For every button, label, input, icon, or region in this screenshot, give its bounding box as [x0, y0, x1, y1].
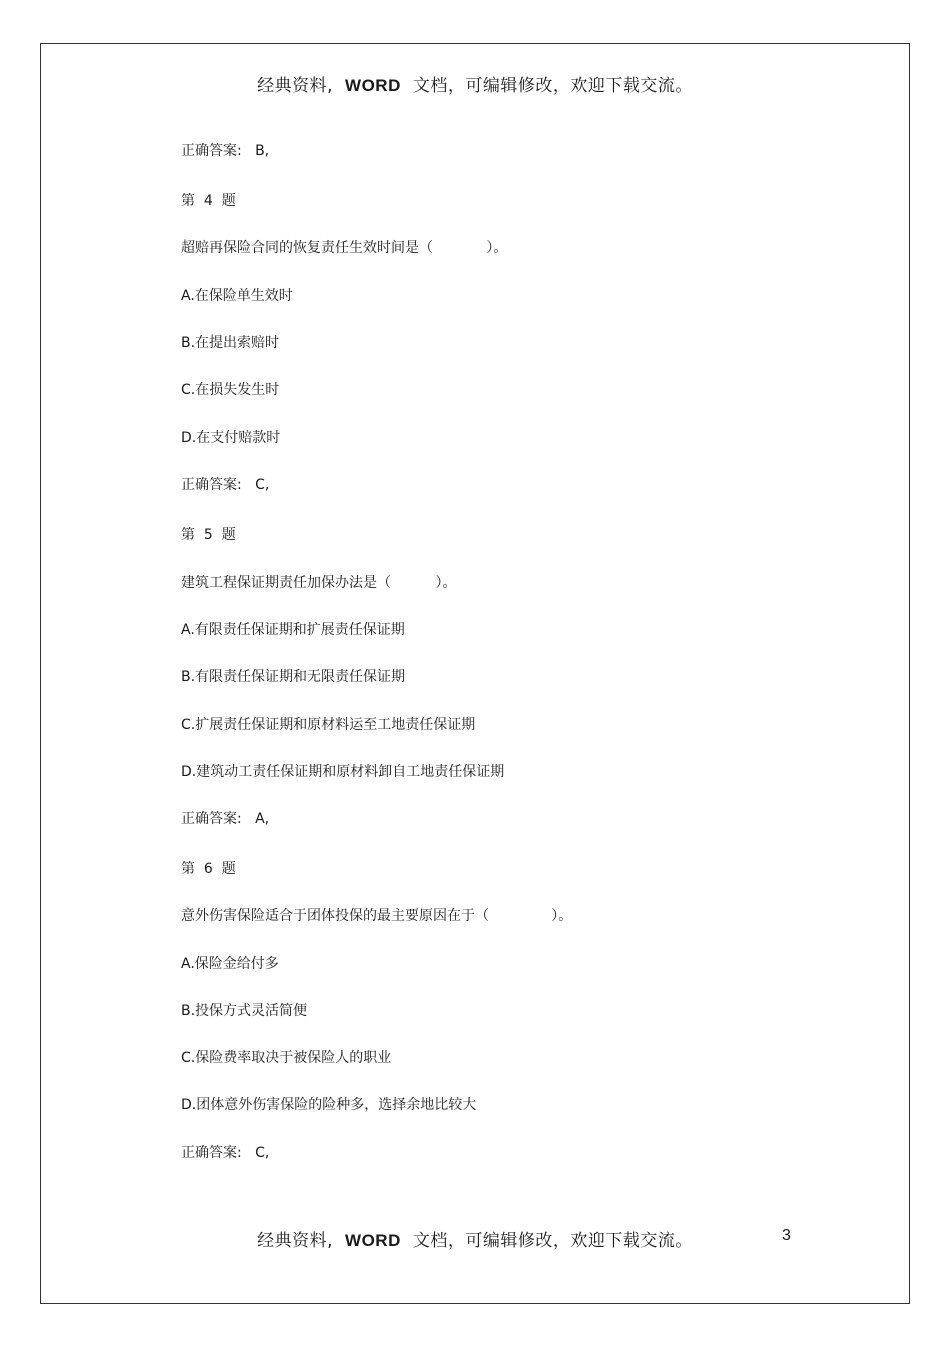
- answer-line: 正确答案: C,: [181, 477, 270, 493]
- page-header: [0, 71, 950, 96]
- option-c: C.保险费率取决于被保险人的职业: [181, 1050, 392, 1066]
- page-footer: [0, 1226, 950, 1251]
- option-d: D.在支付赔款时: [181, 430, 281, 446]
- option-a: A.在保险单生效时: [181, 288, 293, 304]
- header-text-post: 文档，可编辑修改，欢迎下载交流。: [412, 76, 693, 96]
- footer-text-pre: 经典资料,: [257, 1231, 334, 1251]
- header-text-pre: 经典资料,: [257, 76, 334, 96]
- page-border: [40, 43, 910, 1304]
- page-number: 3: [782, 1227, 791, 1244]
- option-a: A.保险金给付多: [181, 956, 279, 972]
- option-b: B.投保方式灵活简便: [181, 1003, 308, 1019]
- option-a: A.有限责任保证期和扩展责任保证期: [181, 622, 405, 638]
- option-c: C.在损失发生时: [181, 382, 280, 398]
- question-text: 超赔再保险合同的恢复责任生效时间是（ ）。: [181, 240, 508, 256]
- footer-text-post: 文档，可编辑修改，欢迎下载交流。: [412, 1231, 693, 1251]
- question-number: 第 5 题: [181, 527, 236, 543]
- option-b: B.在提出索赔时: [181, 335, 280, 351]
- answer-line: 正确答案: C,: [181, 1145, 270, 1161]
- footer-text-word: WORD: [345, 1231, 401, 1250]
- header-text-word: WORD: [345, 76, 401, 95]
- option-b: B.有限责任保证期和无限责任保证期: [181, 669, 406, 685]
- question-text: 建筑工程保证期责任加保办法是（ ）。: [181, 575, 457, 591]
- answer-line: 正确答案: A,: [181, 811, 270, 827]
- question-number: 第 6 题: [181, 861, 236, 877]
- answer-line: 正确答案: B,: [181, 143, 270, 159]
- option-c: C.扩展责任保证期和原材料运至工地责任保证期: [181, 717, 476, 733]
- question-number: 第 4 题: [181, 193, 236, 209]
- option-d: D.建筑动工责任保证期和原材料卸自工地责任保证期: [181, 764, 505, 780]
- question-text: 意外伤害保险适合于团体投保的最主要原因在于（ ）。: [181, 908, 573, 924]
- option-d: D.团体意外伤害保险的险种多，选择余地比较大: [181, 1097, 477, 1113]
